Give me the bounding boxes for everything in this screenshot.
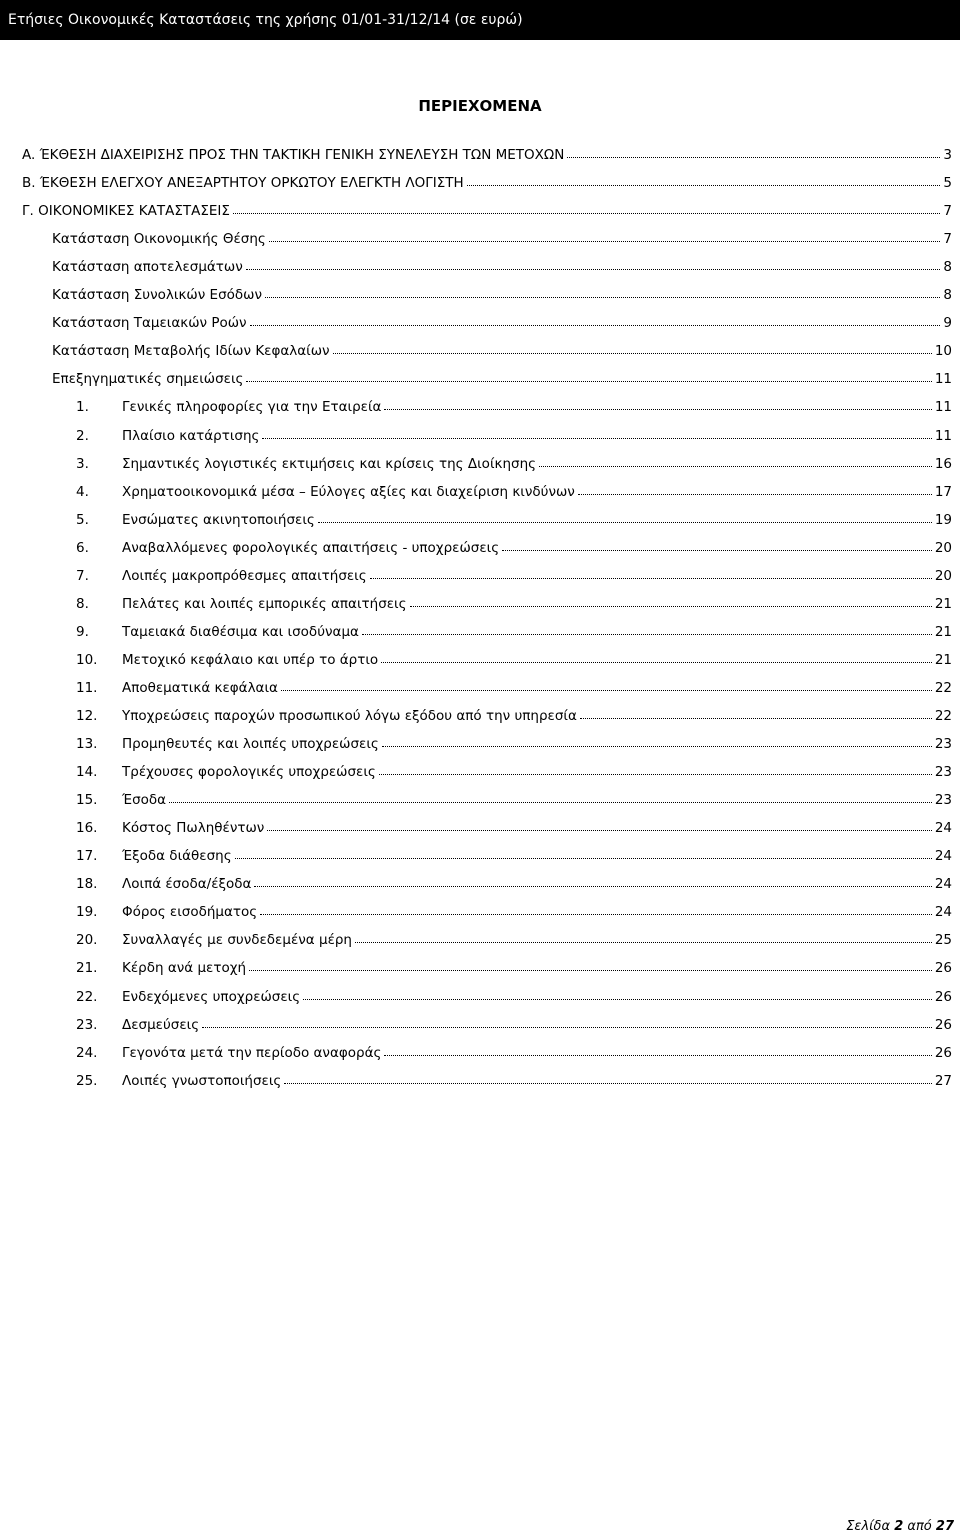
toc-entry-number: 23. bbox=[76, 1017, 98, 1033]
toc-entry-label: Λοιπά έσοδα/έξοδα bbox=[122, 876, 252, 892]
toc-entry[interactable] bbox=[52, 341, 952, 361]
toc-entry[interactable] bbox=[76, 566, 952, 586]
toc-entry-label: Ταμειακά διαθέσιμα και ισοδύναμα bbox=[122, 624, 359, 640]
toc-entry-label: Έσοδα bbox=[122, 792, 167, 808]
toc-entry-label: Φόρος εισοδήματος bbox=[122, 904, 258, 920]
toc-entry[interactable] bbox=[76, 987, 952, 1007]
toc-entry-label: Γ. ΟΙΚΟΝΟΜΙΚΕΣ ΚΑΤΑΣΤΑΣΕΙΣ bbox=[22, 203, 230, 219]
toc-entry-label: Λοιπές γνωστοποιήσεις bbox=[122, 1073, 282, 1089]
toc-dot-leader bbox=[370, 566, 932, 579]
toc-dot-leader bbox=[169, 790, 932, 803]
toc-entry[interactable] bbox=[76, 874, 952, 894]
toc-entry-page: 26 bbox=[934, 989, 952, 1005]
toc-entry-page: 26 bbox=[934, 960, 952, 976]
page-number-footer bbox=[846, 1519, 954, 1535]
toc-dot-leader bbox=[355, 930, 932, 943]
toc-entry-number: 9. bbox=[76, 624, 89, 640]
toc-entry[interactable] bbox=[76, 1071, 952, 1091]
toc-dot-leader bbox=[246, 257, 941, 270]
toc-entry[interactable] bbox=[76, 1043, 952, 1063]
toc-entry[interactable] bbox=[76, 397, 952, 417]
toc-entry-page: 9 bbox=[943, 315, 952, 331]
toc-entry-page: 26 bbox=[934, 1017, 952, 1033]
toc-entry-page: 7 bbox=[943, 203, 952, 219]
toc-entry[interactable] bbox=[76, 902, 952, 922]
toc-entry-page: 8 bbox=[943, 287, 952, 303]
toc-entry-page: 21 bbox=[934, 652, 952, 668]
toc-dot-leader bbox=[384, 1043, 931, 1056]
toc-entry-page: 8 bbox=[943, 259, 952, 275]
toc-entry-page: 11 bbox=[934, 428, 952, 444]
toc-entry-number: 20. bbox=[76, 932, 98, 948]
toc-entry-label: Έξοδα διάθεσης bbox=[122, 848, 232, 864]
toc-entry-page: 16 bbox=[934, 456, 952, 472]
toc-entry-label: Αναβαλλόμενες φορολογικές απαιτήσεις - υποχρεώσεις bbox=[122, 540, 500, 556]
toc-entry-number: 12. bbox=[76, 708, 98, 724]
toc-entry-page: 24 bbox=[934, 820, 952, 836]
toc-dot-leader bbox=[384, 397, 931, 410]
toc-entry-page: 21 bbox=[934, 624, 952, 640]
toc-entry-number: 17. bbox=[76, 848, 98, 864]
document-header bbox=[0, 0, 960, 40]
footer-current-page: 2 bbox=[894, 1519, 904, 1534]
toc-entry-number: 1. bbox=[76, 399, 89, 415]
toc-dot-leader bbox=[235, 846, 932, 859]
toc-entry[interactable] bbox=[52, 257, 952, 277]
toc-entry-number: 21. bbox=[76, 960, 98, 976]
toc-entry-page: 24 bbox=[934, 848, 952, 864]
toc-dot-leader bbox=[267, 818, 931, 831]
toc-entry-number: 10. bbox=[76, 652, 98, 668]
toc-entry[interactable] bbox=[76, 762, 952, 782]
toc-entry-label: Μετοχικό κεφάλαιο και υπέρ το άρτιο bbox=[122, 652, 379, 668]
toc-dot-leader bbox=[318, 510, 932, 523]
toc-entry[interactable] bbox=[76, 594, 952, 614]
toc-entry-number: 7. bbox=[76, 568, 89, 584]
toc-entry-label: Σημαντικές λογιστικές εκτιμήσεις και κρίσεις της Διοίκησης bbox=[122, 456, 537, 472]
toc-entry-page: 27 bbox=[934, 1073, 952, 1089]
toc-title: ΠΕΡΙΕΧΟΜΕΝΑ bbox=[418, 97, 542, 115]
toc-dot-leader bbox=[567, 145, 940, 158]
toc-entry[interactable] bbox=[76, 650, 952, 670]
toc-entry[interactable] bbox=[76, 1015, 952, 1035]
toc-entry[interactable] bbox=[76, 958, 952, 978]
toc-dot-leader bbox=[246, 369, 931, 382]
toc-dot-leader bbox=[281, 678, 932, 691]
toc-entry[interactable] bbox=[52, 369, 952, 389]
toc-entry[interactable] bbox=[22, 201, 952, 221]
toc-entry-number: 5. bbox=[76, 512, 89, 528]
toc-entry-number: 13. bbox=[76, 736, 98, 752]
toc-dot-leader bbox=[233, 201, 941, 214]
toc-entry-label: Κατάσταση Οικονομικής Θέσης bbox=[52, 231, 266, 247]
toc-entry-page: 10 bbox=[934, 343, 952, 359]
toc-entry-label: Γενικές πληροφορίες για την Εταιρεία bbox=[122, 399, 382, 415]
toc-entry-number: 11. bbox=[76, 680, 98, 696]
toc-entry[interactable] bbox=[22, 173, 952, 193]
toc-entry-label: Πλαίσιο κατάρτισης bbox=[122, 428, 260, 444]
toc-entry-label: Συναλλαγές με συνδεδεμένα μέρη bbox=[122, 932, 352, 948]
toc-entry[interactable] bbox=[76, 930, 952, 950]
toc-entry-page: 22 bbox=[934, 708, 952, 724]
toc-entry[interactable] bbox=[52, 229, 952, 249]
toc-dot-leader bbox=[467, 173, 941, 186]
toc-entry-page: 11 bbox=[934, 371, 952, 387]
toc-dot-leader bbox=[580, 706, 932, 719]
document-header-title: Ετήσιες Οικονομικές Καταστάσεις της χρήσης 01/01-31/12/14 (σε ευρώ) bbox=[8, 12, 523, 28]
toc-entry-number: 25. bbox=[76, 1073, 98, 1089]
toc-dot-leader bbox=[202, 1015, 932, 1028]
toc-entry-page: 23 bbox=[934, 736, 952, 752]
toc-entry-number: 19. bbox=[76, 904, 98, 920]
toc-entry[interactable] bbox=[76, 790, 952, 810]
toc-dot-leader bbox=[265, 285, 940, 298]
toc-entry-number: 24. bbox=[76, 1045, 98, 1061]
toc-entry-page: 19 bbox=[934, 512, 952, 528]
toc-entry-page: 17 bbox=[934, 484, 952, 500]
toc-entry[interactable] bbox=[76, 846, 952, 866]
toc-entry-label: Κόστος Πωληθέντων bbox=[122, 820, 265, 836]
toc-dot-leader bbox=[381, 650, 932, 663]
toc-entry-label: Πελάτες και λοιπές εμπορικές απαιτήσεις bbox=[122, 596, 407, 612]
toc-dot-leader bbox=[250, 313, 941, 326]
toc-entry[interactable] bbox=[52, 285, 952, 305]
toc-entry-number: 15. bbox=[76, 792, 98, 808]
toc-dot-leader bbox=[410, 594, 932, 607]
toc-entry-number: 6. bbox=[76, 540, 89, 556]
toc-entry-number: 8. bbox=[76, 596, 89, 612]
toc-entry-number: 16. bbox=[76, 820, 98, 836]
footer-page-sep: από bbox=[907, 1519, 932, 1534]
toc-entry-label: Κατάσταση Συνολικών Εσόδων bbox=[52, 287, 263, 303]
toc-entry-number: 4. bbox=[76, 484, 89, 500]
toc-dot-leader bbox=[260, 902, 932, 915]
toc-dot-leader bbox=[539, 454, 932, 467]
toc-entry-label: Υποχρεώσεις παροχών προσωπικού λόγω εξόδου από την υπηρεσία bbox=[122, 708, 577, 724]
toc-entry-page: 26 bbox=[934, 1045, 952, 1061]
toc-entry-number: 14. bbox=[76, 764, 98, 780]
toc-entry-label: Ενδεχόμενες υποχρεώσεις bbox=[122, 989, 301, 1005]
toc-entry-page: 7 bbox=[943, 231, 952, 247]
toc-dot-leader bbox=[502, 538, 932, 551]
toc-entry-label: Κατάσταση Μεταβολής Ιδίων Κεφαλαίων bbox=[52, 343, 330, 359]
toc-dot-leader bbox=[379, 762, 932, 775]
toc-dot-leader bbox=[382, 734, 932, 747]
toc-entry-label: Κέρδη ανά μετοχή bbox=[122, 960, 247, 976]
toc-entry-page: 22 bbox=[934, 680, 952, 696]
toc-dot-leader bbox=[254, 874, 931, 887]
toc-entry-label: Τρέχουσες φορολογικές υποχρεώσεις bbox=[122, 764, 376, 780]
toc-entry-page: 24 bbox=[934, 904, 952, 920]
toc-dot-leader bbox=[262, 426, 931, 439]
toc-entry-page: 11 bbox=[934, 399, 952, 415]
toc-entry-label: Προμηθευτές και λοιπές υποχρεώσεις bbox=[122, 736, 379, 752]
toc-entry-number: 2. bbox=[76, 428, 89, 444]
toc-entry-number: 3. bbox=[76, 456, 89, 472]
toc-entry[interactable] bbox=[76, 510, 952, 530]
toc-entry-label: B. ΈΚΘΕΣΗ ΕΛΕΓΧΟΥ ΑΝΕΞΑΡΤΗΤΟΥ ΟΡΚΩΤΟΥ ΕΛΕΓΚΤΗ ΛΟΓΙΣΤΗ bbox=[22, 175, 464, 191]
toc-entry-label: A. ΈΚΘΕΣΗ ΔΙΑΧΕΙΡΙΣΗΣ ΠΡΟΣ ΤΗΝ ΤΑΚΤΙΚΗ ΓΕΝΙΚΗ ΣΥΝΕΛΕΥΣΗ ΤΩΝ ΜΕΤΟΧΩΝ bbox=[22, 147, 565, 163]
toc-entry-label: Χρηματοοικονομικά μέσα – Εύλογες αξίες και διαχείριση κινδύνων bbox=[122, 484, 575, 500]
toc-entry-label: Λοιπές μακροπρόθεσμες απαιτήσεις bbox=[122, 568, 367, 584]
toc-entry-page: 23 bbox=[934, 792, 952, 808]
toc-entry-page: 21 bbox=[934, 596, 952, 612]
toc-entry[interactable] bbox=[76, 426, 952, 446]
toc-entry[interactable] bbox=[76, 538, 952, 558]
toc-entry-label: Κατάσταση αποτελεσμάτων bbox=[52, 259, 243, 275]
toc-entry-page: 5 bbox=[943, 175, 952, 191]
toc-entry[interactable] bbox=[76, 482, 952, 502]
toc-entry[interactable] bbox=[76, 706, 952, 726]
toc-entry-number: 22. bbox=[76, 989, 98, 1005]
toc-entry-label: Κατάσταση Ταμειακών Ροών bbox=[52, 315, 247, 331]
footer-page-prefix: Σελίδα bbox=[846, 1519, 891, 1534]
footer-total-pages: 27 bbox=[935, 1519, 954, 1534]
toc-entry-label: Αποθεματικά κεφάλαια bbox=[122, 680, 278, 696]
toc-entry[interactable] bbox=[52, 313, 952, 333]
toc-entry[interactable] bbox=[76, 734, 952, 754]
toc-entry-label: Γεγονότα μετά την περίοδο αναφοράς bbox=[122, 1045, 382, 1061]
toc-dot-leader bbox=[249, 958, 932, 971]
toc-dot-leader bbox=[269, 229, 941, 242]
toc-entry[interactable] bbox=[76, 818, 952, 838]
toc-dot-leader bbox=[284, 1071, 931, 1084]
toc-entry-page: 3 bbox=[943, 147, 952, 163]
toc-entry[interactable] bbox=[22, 145, 952, 165]
toc-dot-leader bbox=[333, 341, 932, 354]
toc-entry[interactable] bbox=[76, 622, 952, 642]
toc-entry-page: 23 bbox=[934, 764, 952, 780]
toc-dot-leader bbox=[303, 987, 932, 1000]
toc-entry-page: 20 bbox=[934, 540, 952, 556]
toc-entry-label: Δεσμεύσεις bbox=[122, 1017, 200, 1033]
toc-entry-page: 24 bbox=[934, 876, 952, 892]
toc-entry-label: Ενσώματες ακινητοποιήσεις bbox=[122, 512, 315, 528]
toc-entry-page: 20 bbox=[934, 568, 952, 584]
toc-entry[interactable] bbox=[76, 678, 952, 698]
toc-entry-number: 18. bbox=[76, 876, 98, 892]
toc-entry-page: 25 bbox=[934, 932, 952, 948]
toc-dot-leader bbox=[362, 622, 932, 635]
toc-entry[interactable] bbox=[76, 454, 952, 474]
toc-entry-label: Επεξηγηματικές σημειώσεις bbox=[52, 371, 244, 387]
toc-dot-leader bbox=[578, 482, 932, 495]
